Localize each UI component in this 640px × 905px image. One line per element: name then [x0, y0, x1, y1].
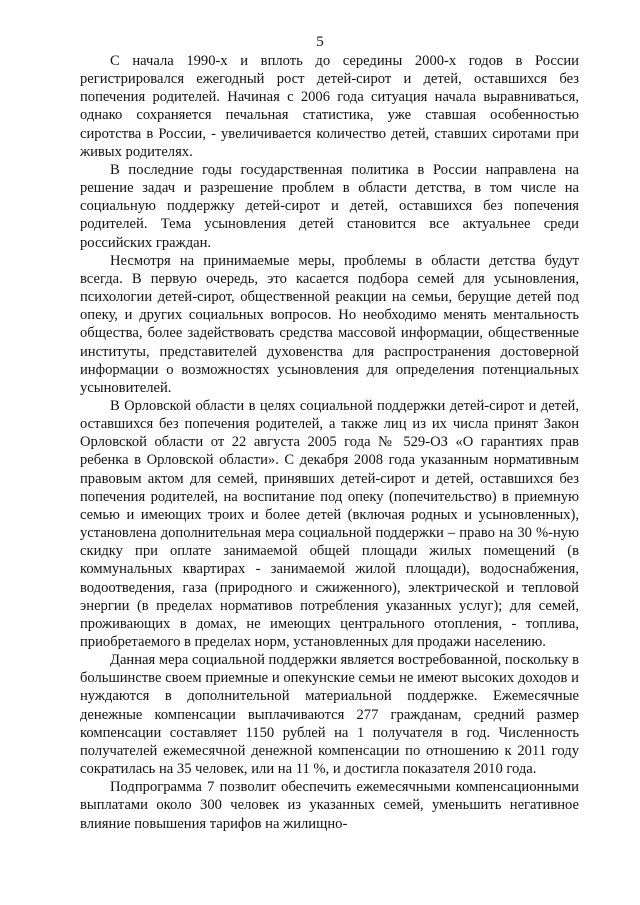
- paragraph: С начала 1990-х и вплоть до середины 2000-х годов в России регистрировался ежегодный рост детей-сирот и детей, оставшихся без попечения родителей. Начиная с 2006 года ситуация начала выравниваться, однако сохраняется печальная статистика, уже ставшая особенностью сиротства в России, - увеличивается количество детей, ставших сиротами при живых родителях.: [80, 53, 579, 160]
- paragraph: Подпрограмма 7 позволит обеспечить ежемесячными компенсационными выплатами около 300 человек из указанных семей, уменьшить негативное влияние повышения тарифов на жилищно-: [80, 779, 579, 832]
- paragraph: Данная мера социальной поддержки является востребованной, поскольку в большинстве своем приемные и опекунские семьи не имеют высоких доходов и нуждаются в дополнительной материальной поддержке. Ежемесячные денежные компенсации выплачиваются 277 гражданам, средний размер компенсации составляет 1150 рублей на 1 получателя в год. Численность получателей ежемесячной денежной компенсации по отношению к 2011 году сократилась на 35 человек, или на 11 %, и достигла показателя 2010 года.: [80, 652, 579, 778]
- paragraph: Несмотря на принимаемые меры, проблемы в области детства будут всегда. В первую очередь, это касается подбора семей для усыновления, психологии детей-сирот, общественной реакции на семьи, берущие детей под опеку, и других социальных вопросов. Но необходимо менять ментальность общества, более задействовать средства массовой информации, общественные институты, представителей духовенства для распространения достоверной информации о возможностях усыновления для определения потенциальных усыновителей.: [80, 252, 579, 396]
- paragraph: В последние годы государственная политика в России направлена на решение задач и разрешение проблем в области детства, в том числе на социальную поддержку детей-сирот и детей, оставшихся без попечения родителей. Тема усыновления детей становится все актуальнее среди российских граждан.: [80, 161, 579, 251]
- paragraph: В Орловской области в целях социальной поддержки детей-сирот и детей, оставшихся без попечения родителей, а также лиц из их числа принят Закон Орловской области от 22 августа 2005 года № 529-ОЗ «О гарантиях прав ребенка в Орловской области». С декабря 2008 года указанным нормативным правовым актом для семей, принявших детей-сирот и детей, оставшихся без попечения родителей, на воспитание под опеку (попечительство) в приемную семью и имеющих троих и более детей (включая родных и усыновленных), установлена дополнительная мера социальной поддержки – право на 30 %-ную скидку при оплате занимаемой общей площади жилых помещений (в коммунальных квартирах - занимаемой жилой площади), водоснабжения, водоотведения, газа (природного и сжиженного), электрической и тепловой энергии (в пределах нормативов потребления указанных услуг); для семей, проживающих в домах, не имеющих центрального отопления, - топлива, приобретаемого в пределах норм, установленных для продажи населению.: [80, 397, 579, 650]
- page-number: 5: [316, 34, 324, 50]
- document-body: [80, 52, 579, 833]
